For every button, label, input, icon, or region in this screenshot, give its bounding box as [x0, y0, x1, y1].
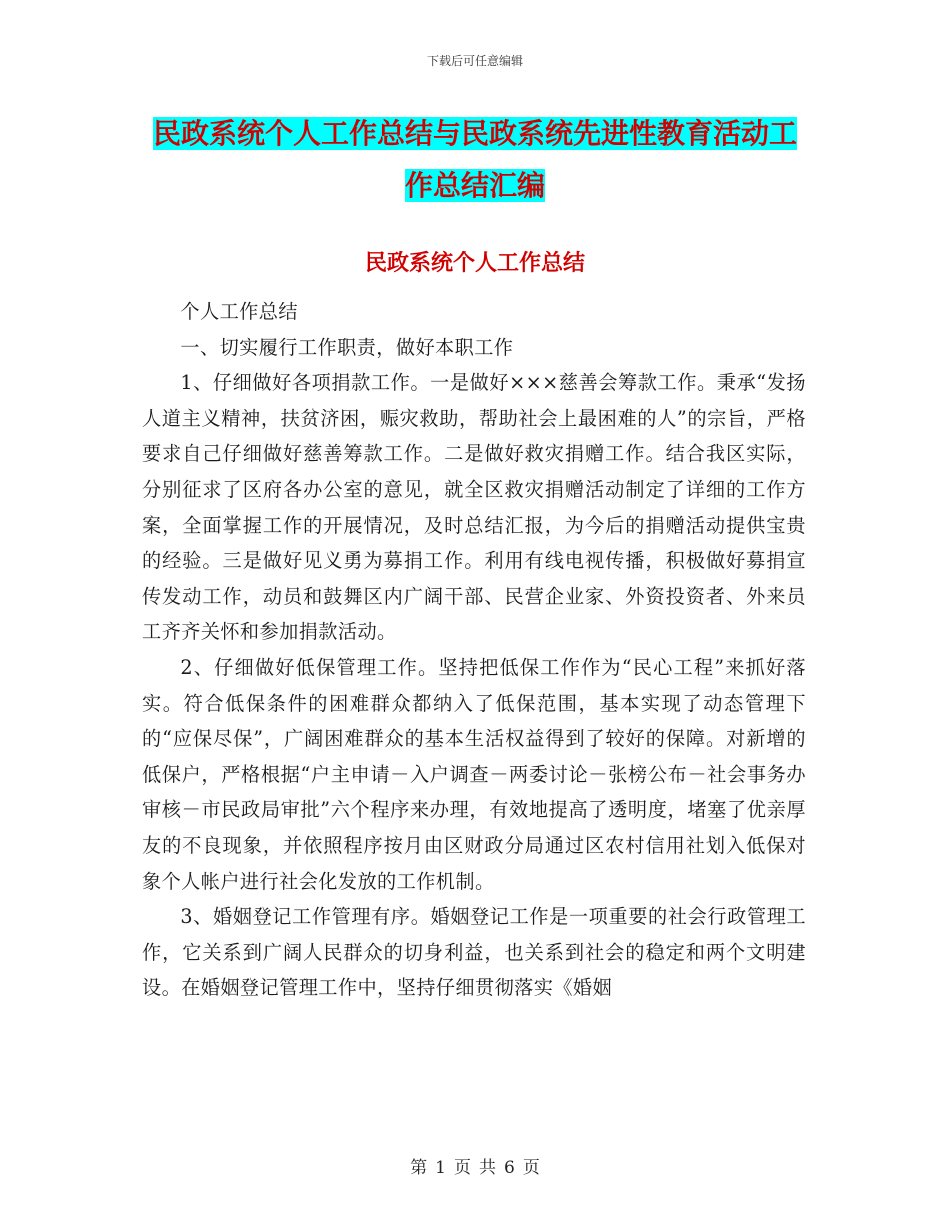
total-pages: 6 — [504, 1158, 515, 1178]
footer-label-total: 共 — [479, 1158, 496, 1178]
paragraph: 个人工作总结 — [180, 300, 298, 323]
page-footer — [0, 1153, 950, 1178]
paragraph: 1、仔细做好各项捐款工作。一是做好×××慈善会筹款工作。秉承“发扬人道主义精神，扶贫济困，赈灾救助，帮助社会上最困难的人”的宗旨，严格要求自己仔细做好慈善筹款工作。二是做好救灾捐赠工作。结合我区实际，分别征求了区府各办公室的意见，就全区救灾捐赠活动制定了详细的工作方案，全面掌握工作的开展情况，及时总结汇报，为今后的捐赠活动提供宝贵的经验。三是做好见义勇为募捐工作。利用有线电视传播，积极做好募捐宣传发动工作，动员和鼓舞区内广阔干部、民营企业家、外资投资者、外来员工齐齐关怀和参加捐款活动。 — [142, 371, 806, 644]
section-title: 民政系统个人工作总结 — [364, 251, 585, 276]
body-text — [142, 294, 806, 1006]
header-note: 下载后可任意编辑 — [426, 54, 523, 68]
page-number: 1 — [435, 1158, 446, 1178]
paragraph: 2、仔细做好低保管理工作。坚持把低保工作作为“民心工程”来抓好落实。符合低保条件的困难群众都纳入了低保范围，基本实现了动态管理下的“应保尽保”，广阔困难群众的基本生活权益得到了较好的保障。对新增的低保户，严格根据“户主申请－入户调查－两委讨论－张榜公布－社会事务办审核－市民政局审批”六个程序来办理，有效地提高了透明度，堵塞了优亲厚友的不良现象，并依照程序按月由区财政分局通过区农村信用社划入低保对象个人帐户进行社会化发放的工作机制。 — [142, 655, 806, 893]
document-title — [140, 108, 810, 212]
footer-label-page-unit: 页 — [454, 1158, 471, 1178]
footer-label-total-unit: 页 — [522, 1158, 540, 1178]
paragraph: 一、切实履行工作职责，做好本职工作 — [180, 335, 514, 359]
paragraph: 3、婚姻登记工作管理有序。婚姻登记工作是一项重要的社会行政管理工作，它关系到广阔人民群众的切身利益，也关系到社会的稳定和两个文明建设。在婚姻登记管理工作中，坚持仔细贯彻落实《婚姻 — [142, 905, 806, 1000]
document-title-text: 民政系统个人工作总结与民政系统先进性教育活动工作总结汇编 — [152, 117, 797, 202]
footer-label-page: 第 — [410, 1158, 428, 1178]
